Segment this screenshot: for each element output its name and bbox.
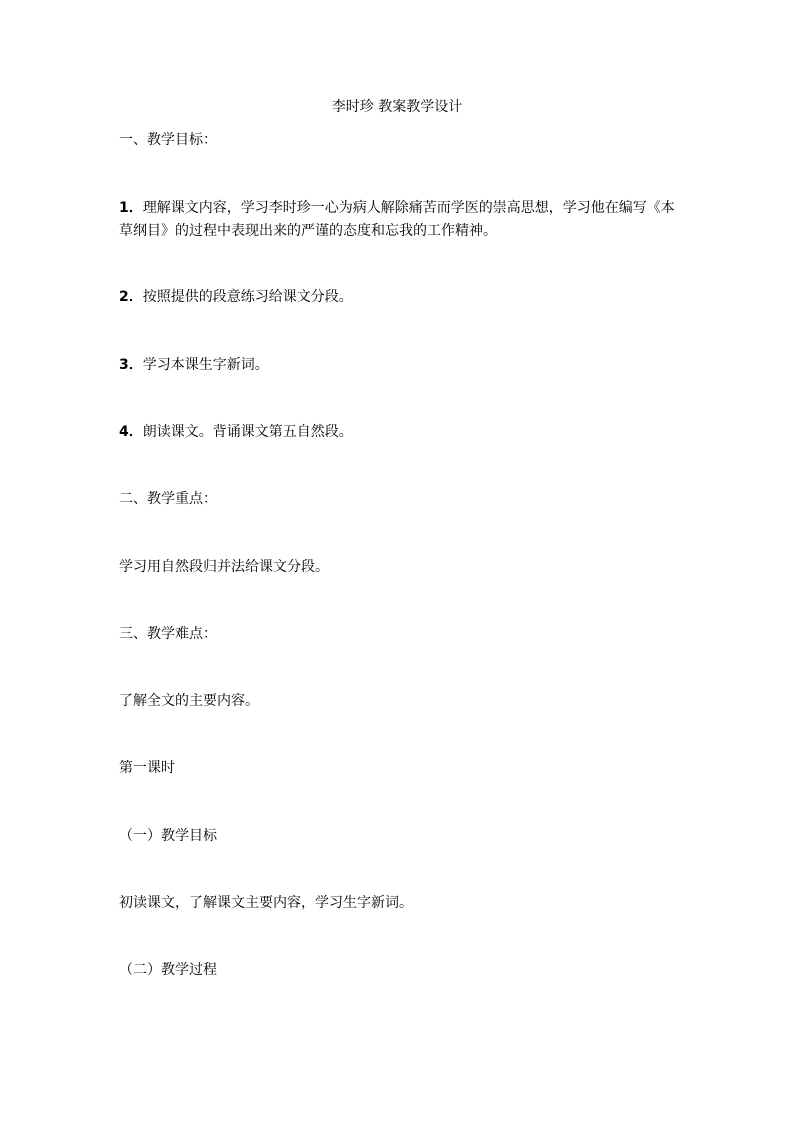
goal-item-1-number: 1． — [119, 200, 143, 216]
key-points-text: 学习用自然段归并法给课文分段。 — [119, 559, 329, 575]
goal-item-4-text: 朗读课文。背诵课文第五自然段。 — [142, 424, 353, 440]
goal-item-4 — [119, 421, 679, 444]
goal-item-2 — [119, 286, 679, 309]
lesson-1-heading: 第一课时 — [119, 760, 175, 776]
lesson-1-goal-text: 初读课文，了解课文主要内容，学习生字新词。 — [119, 895, 413, 911]
goal-item-3-number: 3． — [119, 357, 143, 373]
goal-item-2-text: 按照提供的段意练习给课文分段。 — [142, 289, 353, 305]
goal-item-1 — [119, 197, 679, 243]
document-title: 李时珍 教案教学设计 — [331, 99, 463, 115]
goal-item-1-text: 理解课文内容，学习李时珍一心为病人解除痛苦而学医的崇高思想，学习他在编写《本草纲目》的过程中表现出来的严谨的态度和忘我的工作精神。 — [119, 200, 675, 239]
lesson-1-goal-heading: （一）教学目标 — [119, 828, 217, 844]
lesson-1-process-heading: （二）教学过程 — [119, 962, 217, 978]
goal-item-3 — [119, 354, 679, 377]
goal-item-4-number: 4． — [119, 424, 143, 440]
difficulty-heading: 三、教学难点： — [119, 626, 217, 642]
key-points-heading: 二、教学重点： — [119, 491, 217, 507]
goal-item-3-text: 学习本课生字新词。 — [142, 357, 269, 373]
goal-item-2-number: 2． — [119, 289, 143, 305]
goals-heading: 一、教学目标： — [119, 132, 217, 148]
difficulty-text: 了解全文的主要内容。 — [119, 693, 259, 709]
